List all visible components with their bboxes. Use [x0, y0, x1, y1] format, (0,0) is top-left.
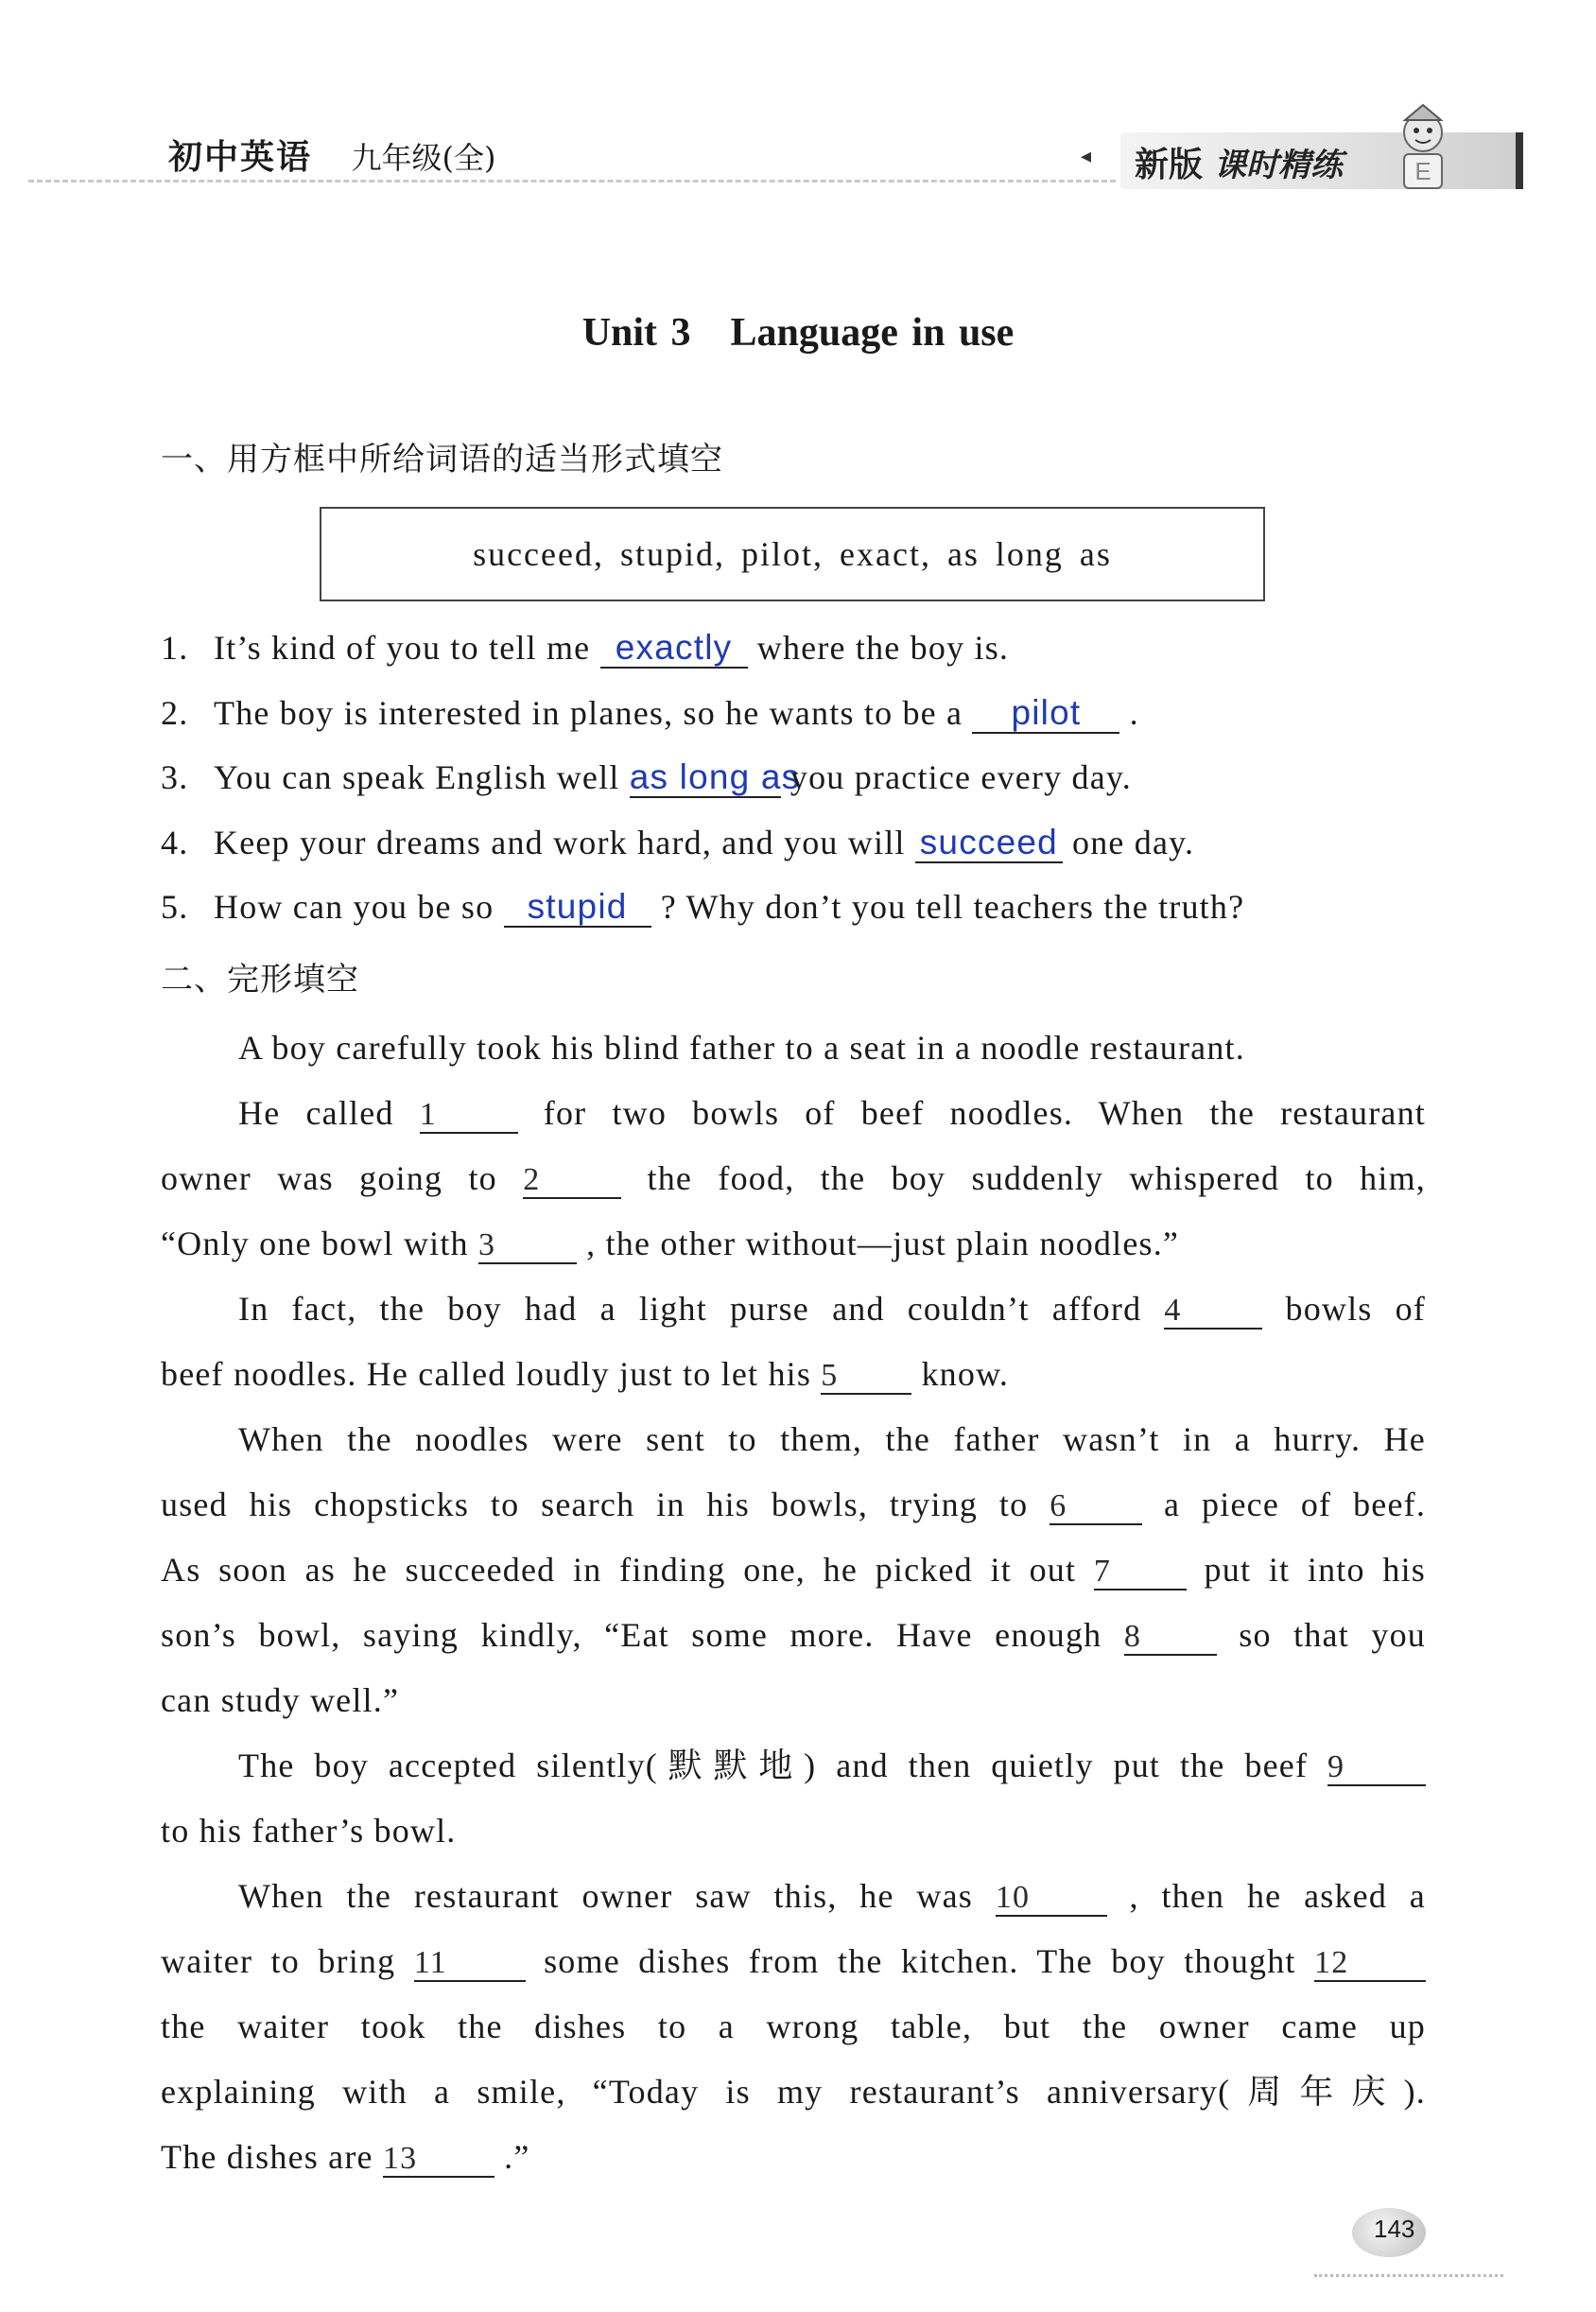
- line-text: In fact, the boy had a light purse and couldn’t afford: [238, 1290, 1165, 1328]
- passage-line: [161, 1472, 1426, 1538]
- line-text: .”: [494, 2138, 530, 2176]
- line-text: The boy accepted silently(默默地) and then quietly put the beef: [238, 1747, 1327, 1784]
- passage-line: [161, 1277, 1426, 1342]
- cloze-blank: 12: [1314, 1946, 1426, 1982]
- item-text-before: The boy is interested in planes, so he wants to be a: [214, 694, 973, 732]
- passage-line: When the noodles were sent to them, the father wasn’t in a hurry. He: [238, 1420, 1426, 1458]
- item-number: 5.: [161, 888, 189, 926]
- brand-name-label: 课时精练: [1214, 147, 1344, 184]
- item-text-before: It’s kind of you to tell me: [214, 629, 600, 667]
- passage-line: [161, 1603, 1426, 1668]
- passage-line: [161, 2125, 1426, 2190]
- line-text: used his chopsticks to search in his bowls, trying to: [161, 1486, 1050, 1523]
- cloze-blank: 5: [821, 1359, 911, 1395]
- line-text: waiter to bring: [161, 1942, 414, 1980]
- line-text: for two bowls of beef noodles. When the restaurant: [517, 1094, 1427, 1132]
- passage-line: [161, 1864, 1426, 1929]
- line-text: He called: [238, 1094, 420, 1132]
- line-text: As soon as he succeeded in finding one, he picked it out: [161, 1551, 1094, 1589]
- line-text: The dishes are: [161, 2138, 383, 2176]
- answer-blank: as long as: [629, 757, 801, 796]
- passage-line: [161, 1733, 1426, 1799]
- answer-blank: exactly: [600, 630, 748, 669]
- item-number: 1.: [161, 629, 189, 667]
- line-text: some dishes from the kitchen. The boy thought: [525, 1942, 1314, 1980]
- grade-label: 九年级(全): [351, 140, 496, 176]
- answer-blank: pilot: [972, 695, 1119, 734]
- exercise-item: [161, 887, 1244, 928]
- passage-line: [161, 1081, 1426, 1146]
- line-text: , then he asked a: [1106, 1877, 1426, 1915]
- line-text: , the other without—just plain noodles.”: [576, 1225, 1180, 1262]
- cloze-passage: [161, 1016, 1426, 2190]
- page-number: 143: [1374, 2215, 1415, 2243]
- item-number: 3.: [161, 758, 189, 796]
- passage-line: [161, 1929, 1426, 1994]
- line-text: owner was going to: [161, 1159, 524, 1197]
- exercise-item: [161, 823, 1194, 863]
- item-text-after: where the boy is.: [747, 629, 1010, 667]
- cloze-blank: 3: [478, 1228, 577, 1264]
- header-divider: [28, 180, 1116, 183]
- brand-new-label: 新版: [1135, 146, 1204, 184]
- item-text-after: .: [1119, 694, 1139, 732]
- line-text: beef noodles. He called loudly just to let his: [161, 1355, 822, 1393]
- passage-line: [161, 1146, 1426, 1211]
- passage-line: [161, 1211, 1426, 1277]
- item-text-after: you practice every day.: [780, 758, 1132, 796]
- section2-heading: 二、完形填空: [161, 961, 359, 999]
- page-title: Unit 3 Language in use: [581, 311, 1015, 355]
- passage-line: explaining with a smile, “Today is my restaurant’s anniversary(周年庆).: [161, 2073, 1426, 2111]
- item-text-after: one day.: [1062, 824, 1195, 861]
- item-text-before: How can you be so: [214, 888, 504, 926]
- cloze-blank: 4: [1164, 1294, 1262, 1330]
- line-text: a piece of beef.: [1142, 1486, 1427, 1523]
- cloze-blank: 13: [383, 2142, 494, 2178]
- exercise-item: [161, 757, 1132, 798]
- line-text: bowls of: [1262, 1290, 1426, 1328]
- passage-line: can study well.”: [161, 1681, 400, 1719]
- cloze-blank: 10: [996, 1881, 1107, 1917]
- subject-label: 初中英语: [168, 138, 313, 177]
- cloze-blank: 9: [1327, 1750, 1426, 1786]
- cloze-blank: 11: [414, 1946, 526, 1982]
- brand-title: [1135, 138, 1343, 186]
- answer-blank: succeed: [915, 825, 1063, 863]
- book-header: [168, 130, 495, 179]
- mascot-icon: [1380, 99, 1466, 194]
- cloze-blank: 2: [523, 1163, 621, 1199]
- section1-heading: 一、用方框中所给词语的适当形式填空: [161, 441, 723, 478]
- svg-text:E: E: [1414, 157, 1431, 185]
- passage-line: A boy carefully took his blind father to a seat in a noodle restaurant.: [238, 1029, 1245, 1067]
- item-text-after: ? Why don’t you tell teachers the truth?: [651, 888, 1245, 926]
- line-text: “Only one bowl with: [161, 1225, 478, 1262]
- line-text: know.: [911, 1355, 1010, 1393]
- line-text: put it into his: [1186, 1551, 1426, 1589]
- exercise-item: [161, 693, 1139, 734]
- exercise-item: [161, 628, 1009, 669]
- cloze-blank: 8: [1124, 1620, 1217, 1656]
- brand-bar: [1516, 132, 1523, 189]
- item-text-before: Keep your dreams and work hard, and you will: [214, 824, 915, 861]
- answer-blank: stupid: [504, 889, 651, 928]
- passage-line: [161, 1538, 1426, 1603]
- line-text: son’s bowl, saying kindly, “Eat some more. Have enough: [161, 1616, 1124, 1654]
- item-number: 2.: [161, 694, 189, 732]
- passage-line: to his father’s bowl.: [161, 1812, 457, 1850]
- footer-decoration: [1314, 2274, 1503, 2277]
- cloze-blank: 7: [1094, 1555, 1187, 1591]
- header-arrow-icon: ◂: [1081, 144, 1092, 167]
- cloze-blank: 1: [420, 1098, 518, 1134]
- item-text-before: You can speak English well: [214, 758, 630, 796]
- item-number: 4.: [161, 824, 189, 861]
- word-box: succeed, stupid, pilot, exact, as long as: [320, 507, 1265, 601]
- line-text: the food, the boy suddenly whispered to him,: [621, 1159, 1426, 1197]
- cloze-blank: 6: [1050, 1489, 1142, 1525]
- passage-line: the waiter took the dishes to a wrong table, but the owner came up: [161, 2008, 1426, 2045]
- line-text: so that you: [1216, 1616, 1426, 1654]
- line-text: When the restaurant owner saw this, he was: [238, 1877, 996, 1915]
- passage-line: [161, 1342, 1426, 1407]
